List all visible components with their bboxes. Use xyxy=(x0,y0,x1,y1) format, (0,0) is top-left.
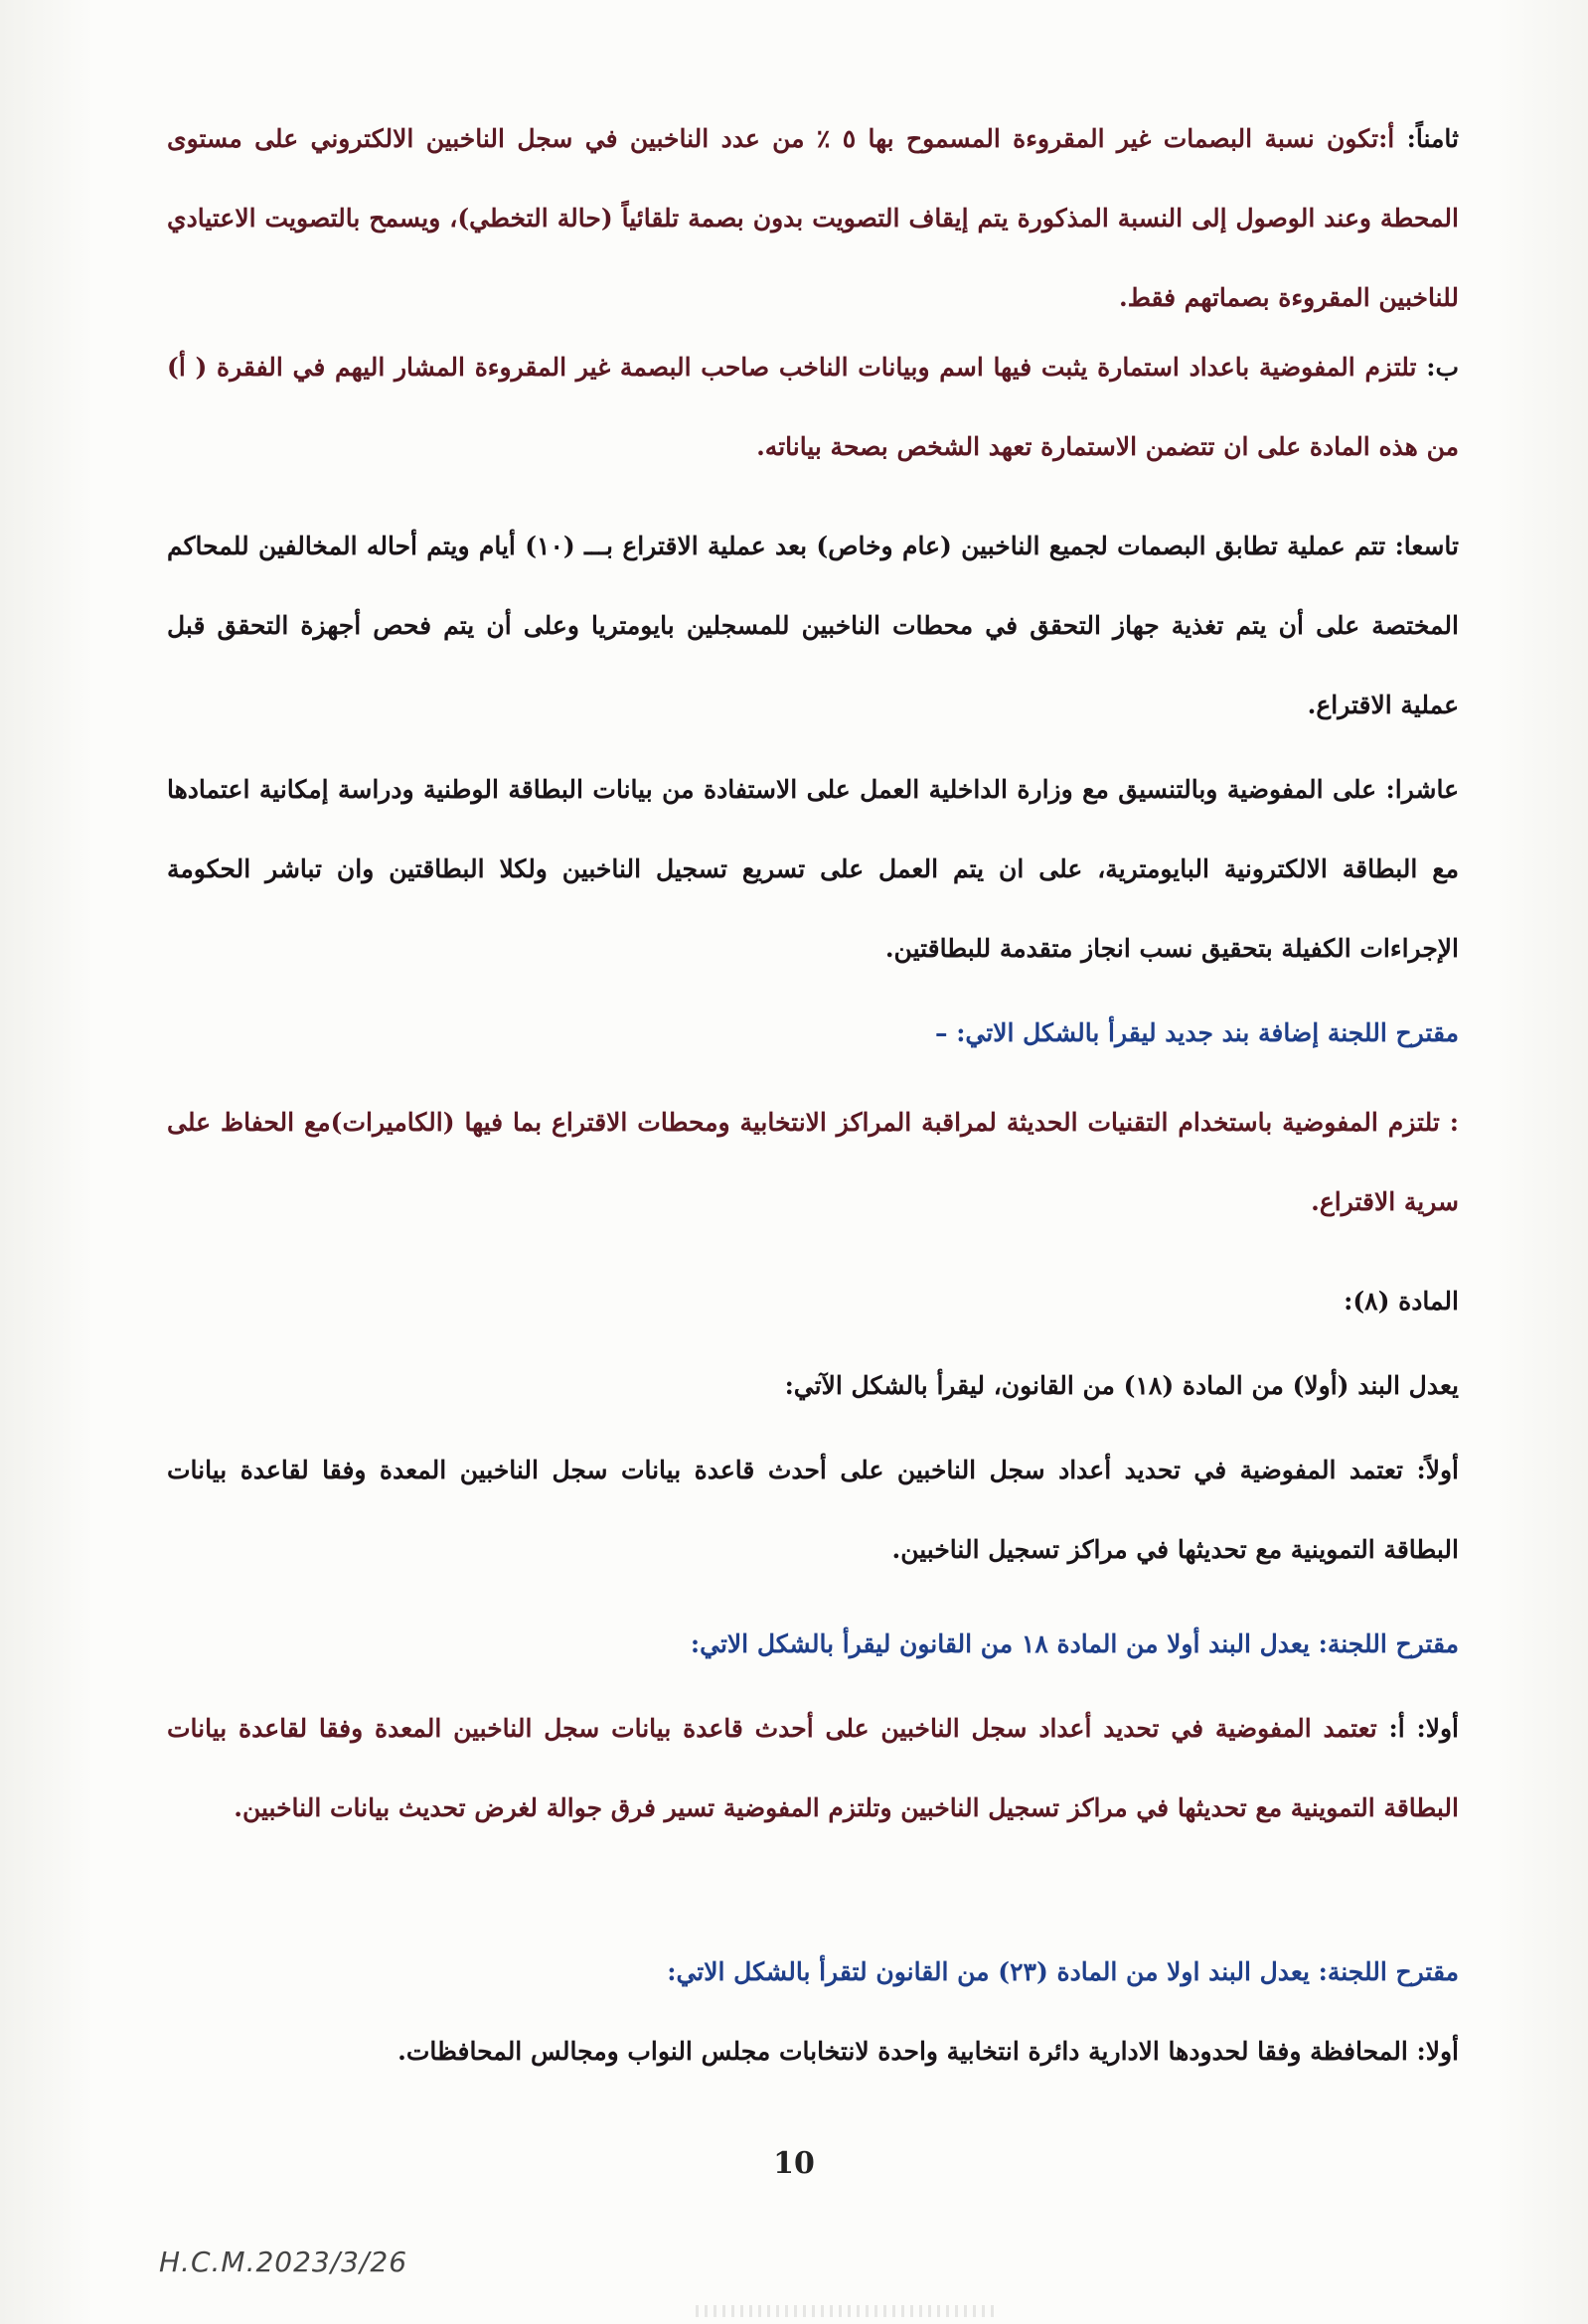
paragraph-label: عاشرا: xyxy=(1385,775,1459,804)
paragraph-text: تعتمد المفوضية في تحديد أعداد سجل الناخبين على أحدث قاعدة بيانات سجل الناخبين المعدة وفقا لقاعدة بيانات البطاقة التموينية مع تحديثها في مراكز تسجيل الناخبين وتلتزم المفوضية تسير فرق جوالة لغرض تحديث بيانات الناخبين. xyxy=(167,1714,1459,1822)
paragraph-label: أولا: xyxy=(1416,2037,1459,2066)
paragraph-label: ب: xyxy=(1426,353,1459,382)
committee-proposal-item-2 xyxy=(167,1689,1459,1848)
paragraph-eighth-b xyxy=(167,328,1459,487)
paragraph-text: أ:تكون نسبة البصمات غير المقروءة المسموح بها ٥ ٪ من عدد الناخبين في سجل الناخبين الالكتروني على مستوى المحطة وعند الوصول إلى النسبة المذكورة يتم إيقاف التصويت بدون بصمة تلقائياً (حالة التخطي)، ويسمح بالتصويت الاعتيادي للناخبين المقروءة بصماتهم فقط. xyxy=(167,124,1459,312)
paragraph-text: المحافظة وفقا لحدودها الادارية دائرة انتخابية واحدة لانتخابات مجلس النواب ومجالس المحافظات. xyxy=(397,2037,1408,2066)
paragraph-text: تلتزم المفوضية باعداد استمارة يثبت فيها اسم وبيانات الناخب صاحب البصمة غير المقروءة المشار اليهم في الفقرة ( أ) من هذه المادة على ان تتضمن الاستمارة تعهد الشخص بصحة بياناته. xyxy=(167,353,1459,461)
committee-proposal-heading-3: مقترح اللجنة: يعدل البند اولا من المادة (٢٣) من القانون لتقرأ بالشكل الاتي: xyxy=(667,1957,1459,1986)
article-item-first xyxy=(167,1431,1459,1590)
paragraph-label: أولاً: xyxy=(1416,1456,1459,1484)
article-heading: المادة (٨): xyxy=(1344,1287,1459,1316)
committee-proposal-heading-2: مقترح اللجنة: يعدل البند أولا من المادة ١٨ من القانون ليقرأ بالشكل الاتي: xyxy=(690,1629,1459,1658)
paragraph-text: تتم عملية تطابق البصمات لجميع الناخبين (عام وخاص) بعد عملية الاقتراع بـــ (١٠) أيام ويتم أحاله المخالفين للمحاكم المختصة على أن يتم تغذية جهاز التحقق في محطات الناخبين للمسجلين بايومتريا وعلى أن يتم فحص أجهزة التحقق قبل عملية الاقتراع. xyxy=(167,532,1459,719)
committee-proposal-item-3 xyxy=(167,2012,1459,2092)
scan-artifact xyxy=(696,2305,994,2317)
paragraph-label: ثامناً: xyxy=(1406,124,1459,153)
footer-document-code: H.C.M.2023/3/26 xyxy=(159,2246,408,2278)
paragraph-label: تاسعا: xyxy=(1394,532,1459,560)
paragraph-text: : تلتزم المفوضية باستخدام التقنيات الحديثة لمراقبة المراكز الانتخابية ومحطات الاقتراع بما فيها (الكاميرات)مع الحفاظ على سرية الاقتراع. xyxy=(167,1108,1459,1216)
article-intro: يعدل البند (أولا) من المادة (١٨) من القانون، ليقرأ بالشكل الآتي: xyxy=(784,1371,1459,1400)
paragraph-tenth xyxy=(167,750,1459,989)
paragraph-ninth xyxy=(167,507,1459,745)
committee-proposal-text-1 xyxy=(167,1083,1459,1242)
paragraph-eighth-a xyxy=(167,99,1459,338)
paragraph-text: تعتمد المفوضية في تحديد أعداد سجل الناخبين على أحدث قاعدة بيانات سجل الناخبين المعدة وفقا لقاعدة بيانات البطاقة التموينية مع تحديثها في مراكز تسجيل الناخبين. xyxy=(167,1456,1459,1564)
page-number: 10 xyxy=(773,2146,815,2181)
paragraph-label: أولا: أ: xyxy=(1388,1714,1459,1743)
paragraph-text: على المفوضية وبالتنسيق مع وزارة الداخلية العمل على الاستفادة من بيانات البطاقة الوطنية ودراسة إمكانية اعتمادها مع البطاقة الالكترونية البايومترية، على ان يتم العمل على تسريع تسجيل الناخبين ولكلا البطاقتين وان تباشر الحكومة الإجراءات الكفيلة بتحقيق نسب انجاز متقدمة للبطاقتين. xyxy=(167,775,1459,963)
committee-proposal-heading-1: مقترح اللجنة إضافة بند جديد ليقرأ بالشكل الاتي: – xyxy=(934,1018,1459,1047)
